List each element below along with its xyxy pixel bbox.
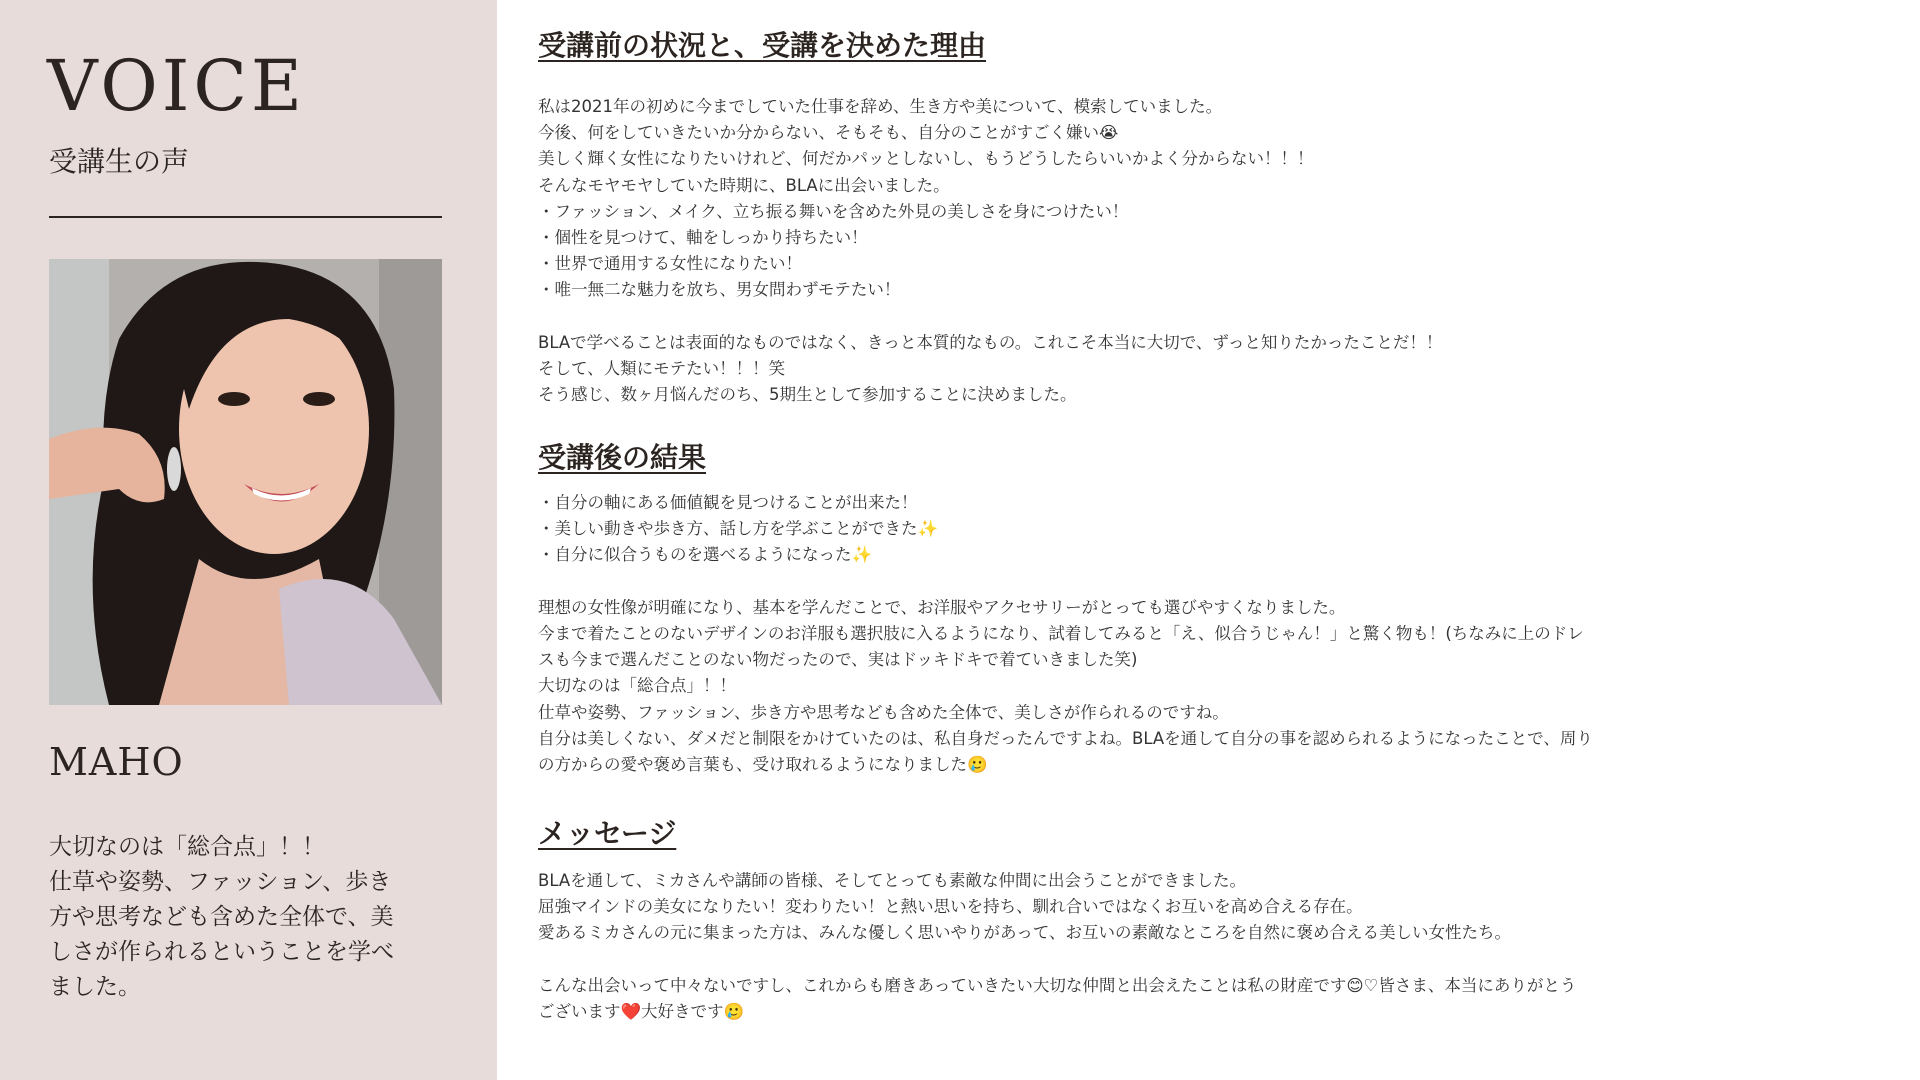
- paragraph-line: [538, 304, 1738, 330]
- section-body-before: [538, 94, 1738, 408]
- paragraph-line: ございます❤️大好きです🥲: [538, 1001, 745, 1021]
- quote-line: しさが作られるということを学べ: [49, 939, 394, 965]
- paragraph-line: 理想の女性像が明確になり、基本を学んだことで、お洋服やアクセサリーがとっても選びやすくなりました。: [538, 597, 1346, 617]
- paragraph-line: の方からの愛や褒め言葉も、受け取れるようになりました🥲: [538, 754, 988, 774]
- paragraph-line: BLAを通して、ミカさんや講師の皆様、そしてとっても素敵な仲間に出会うことができました。: [538, 871, 1247, 890]
- paragraph-line: 大切なのは「総合点」！！: [538, 676, 736, 696]
- person-name: MAHO: [49, 740, 184, 784]
- quote-line: 仕草や姿勢、ファッション、歩き: [49, 869, 392, 895]
- quote-line: 大切なのは「総合点」！！: [49, 834, 325, 860]
- quote-line: 方や思考なども含めた全体で、美: [49, 904, 394, 930]
- paragraph-line: 美しく輝く女性になりたいけれど、何だかパッとしないし、もうどうしたらいいかよく分からない！！！: [538, 149, 1314, 169]
- paragraph-line: 仕草や姿勢、ファッション、歩き方や思考なども含めた全体で、美しさが作られるのですね。: [538, 702, 1229, 722]
- section-body-message: [538, 868, 1738, 1025]
- paragraph-line: 屈強マインドの美女になりたい！変わりたい！と熱い思いを持ち、馴れ合いではなくお互いを高め合える存在。: [538, 897, 1363, 917]
- page-title: VOICE: [47, 45, 307, 127]
- paragraph-line: BLAで学べることは表面的なものではなく、きっと本質的なもの。これこそ本当に大切で、ずっと知りたかったことだ！！: [538, 332, 1443, 352]
- paragraph-line: こんな出会いって中々ないですし、これからも磨きあっていきたい大切な仲間と出会えたことは私の財産です😊♡皆さま、本当にありがとう: [538, 975, 1577, 995]
- paragraph-line: ・自分に似合うものを選べるようになった✨: [538, 545, 873, 565]
- paragraph-line: 今まで着たことのないデザインのお洋服も選択肢に入るようになり、試着してみると「え、似合うじゃん！」と驚く物も！(ちなみに上のドレ: [538, 623, 1584, 643]
- page-subtitle: 受講生の声: [49, 145, 190, 178]
- paragraph-line: そして、人類にモテたい！！！笑: [538, 358, 786, 378]
- section-body-after: [538, 490, 1738, 778]
- portrait-image: [49, 259, 442, 705]
- quote-line: ました。: [49, 974, 141, 1000]
- paragraph-line: 自分は美しくない、ダメだと制限をかけていたのは、私自身だったんですよね。BLAを通して自分の事を認められるようになったことで、周り: [538, 728, 1593, 748]
- paragraph-line: 今後、何をしていきたいか分からない、そもそも、自分のことがすごく嫌い😭: [538, 123, 1119, 143]
- paragraph-line: ・世界で通用する女性になりたい！: [538, 254, 802, 274]
- pull-quote: [49, 830, 439, 1005]
- divider: [49, 216, 442, 218]
- paragraph-line: 愛あるミカさんの元に集まった方は、みんな優しく思いやりがあって、お互いの素敵なところを自然に褒め合える美しい女性たち。: [538, 923, 1512, 943]
- section-heading-before: 受講前の状況と、受講を決めた理由: [538, 29, 987, 62]
- paragraph-line: [538, 947, 1738, 973]
- paragraph-line: ・美しい動きや歩き方、話し方を学ぶことができた✨: [538, 519, 939, 539]
- paragraph-line: そう感じ、数ヶ月悩んだのち、5期生として参加することに決めました。: [538, 385, 1077, 405]
- paragraph-line: [538, 569, 1738, 595]
- section-heading-message: メッセージ: [538, 817, 677, 850]
- sidebar-panel: [0, 0, 497, 1080]
- paragraph-line: ・自分の軸にある価値観を見つけることが出来た！: [538, 493, 918, 512]
- section-heading-after: 受講後の結果: [538, 441, 707, 474]
- paragraph-line: ・ファッション、メイク、立ち振る舞いを含めた外見の美しさを身につけたい！: [538, 201, 1129, 221]
- paragraph-line: ・個性を見つけて、軸をしっかり持ちたい！: [538, 227, 868, 247]
- paragraph-line: ・唯一無二な魅力を放ち、男女問わずモテたい！: [538, 280, 901, 300]
- portrait-photo: [49, 259, 442, 705]
- paragraph-line: そんなモヤモヤしていた時期に、BLAに出会いました。: [538, 175, 950, 195]
- paragraph-line: スも今まで選んだことのない物だったので、実はドッキドキで着ていきました笑): [538, 650, 1138, 670]
- paragraph-line: 私は2021年の初めに今までしていた仕事を辞め、生き方や美について、模索していました。: [538, 97, 1223, 116]
